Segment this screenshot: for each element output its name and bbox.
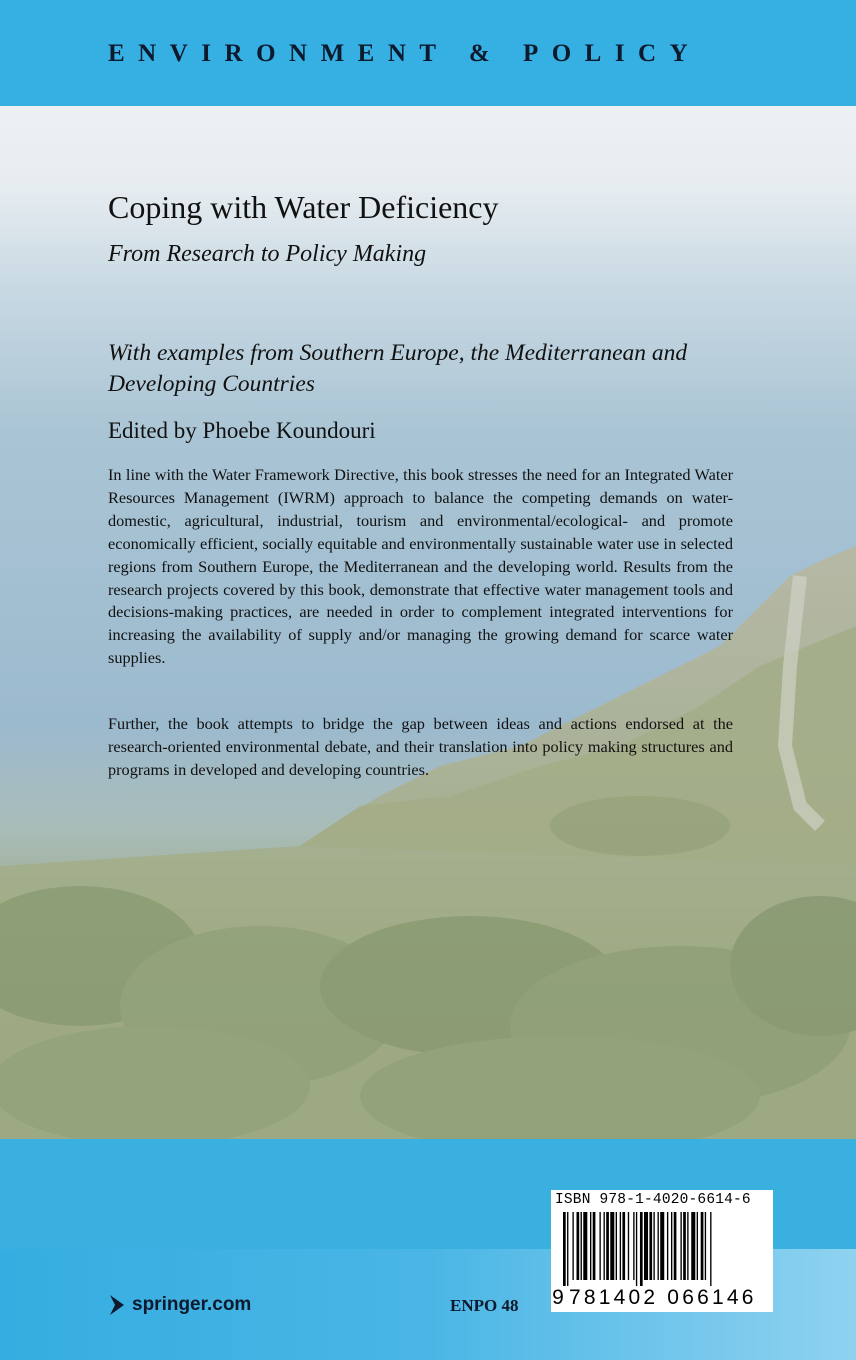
barcode-bar (667, 1212, 668, 1280)
barcode-bar (590, 1212, 591, 1280)
barcode-bar (687, 1212, 688, 1280)
barcode-bar (640, 1212, 643, 1286)
book-title: Coping with Water Deficiency (108, 189, 499, 225)
description-paragraph-1: In line with the Water Framework Directive, this book stresses the need for an Integrated Water Resources Management (IWRM) approach to balance the competing demands on water-domestic, agricultural, industrial, tourism and environmental/ecological- and promote economically efficient, socially equitable and environmentally sustainable water use in selected regions from Southern Europe, the Mediterranean and the developing world. Results from the research projects covered by this book, demonstrate that effective water management tools and decisions-making practices, are needed in order to complement integrated interventions for increasing the availability of supply and/or managing the growing demand for scarce water supplies. (108, 465, 733, 668)
barcode-bar (581, 1212, 582, 1280)
book-subtitle: From Research to Policy Making (108, 241, 427, 267)
series-code: ENPO 48 (450, 1296, 519, 1315)
series-title: ENVIRONMENT & POLICY (108, 40, 702, 67)
barcode-bar (680, 1212, 681, 1280)
isbn-label: ISBN 978-1-4020-6614-6 (555, 1192, 751, 1208)
barcode-bar (649, 1212, 652, 1280)
barcode-bar (606, 1212, 609, 1280)
barcode-icon (563, 1212, 761, 1286)
barcode-bar (710, 1212, 711, 1286)
barcode-bar (622, 1212, 625, 1280)
isbn-barcode (551, 1190, 773, 1312)
ean-digits (551, 1286, 773, 1310)
barcode-bar (644, 1212, 648, 1280)
barcode-bar (577, 1212, 580, 1280)
barcode-bar (620, 1212, 621, 1280)
barcode-bar (653, 1212, 654, 1280)
barcode-bar (660, 1212, 664, 1280)
barcode-bar (572, 1212, 573, 1280)
barcode-bar (705, 1212, 706, 1280)
series-band (0, 0, 856, 106)
barcode-bar (683, 1212, 686, 1280)
examples-line-2: Developing Countries (108, 371, 315, 397)
barcode-bar (563, 1212, 566, 1286)
barcode-bar (567, 1212, 568, 1286)
barcode-bar (610, 1212, 614, 1280)
barcode-bar (583, 1212, 587, 1280)
editor-credit: Edited by Phoebe Koundouri (108, 418, 376, 443)
barcode-bar (701, 1212, 704, 1280)
chevron-right-icon (108, 1294, 126, 1316)
ean-first-digit: 9 (552, 1286, 564, 1309)
barcode-bar (636, 1212, 637, 1286)
barcode-bar (671, 1212, 672, 1280)
barcode-bar (697, 1212, 698, 1280)
examples-tagline (108, 338, 733, 400)
barcode-bar (691, 1212, 695, 1280)
barcode-bar (658, 1212, 659, 1280)
barcode-bar (604, 1212, 605, 1280)
ean-remaining-digits: 781402 066146 (569, 1286, 757, 1309)
barcode-bar (593, 1212, 596, 1280)
barcode-bar (674, 1212, 677, 1280)
barcode-bar (599, 1212, 600, 1280)
barcode-bar (616, 1212, 617, 1280)
barcode-bar (633, 1212, 634, 1280)
publisher-link[interactable] (108, 1294, 251, 1316)
publisher-link-text[interactable]: springer.com (132, 1294, 252, 1315)
examples-line-1: With examples from Southern Europe, the Mediterranean and (108, 340, 688, 366)
description-paragraph-2: Further, the book attempts to bridge the gap between ideas and actions endorsed at the research-oriented environmental debate, and their translation into policy making structures and programs in developed and developing countries. (108, 714, 733, 779)
barcode-bar (628, 1212, 629, 1280)
